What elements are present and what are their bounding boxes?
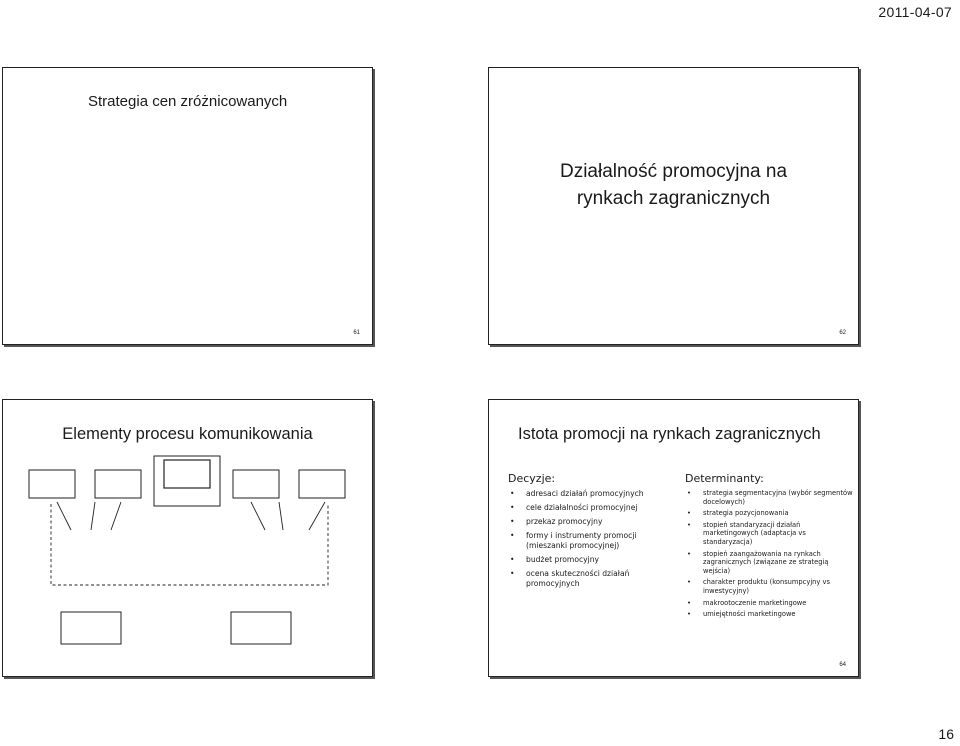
page-number: 16: [938, 726, 954, 742]
decisions-item: • cele działalności promocyjnej: [508, 503, 678, 513]
determinants-item: • stopień standaryzacji działań marketingowych (adaptacja vs standaryzacja): [685, 521, 855, 547]
determinants-item: • stopień zaangażowania na rynkach zagranicznych (związane ze strategią wejścia): [685, 550, 855, 576]
slide-61-title: Strategia cen zróżnicowanych: [88, 93, 288, 110]
decisions-item: • ocena skuteczności działań promocyjnych: [508, 569, 678, 589]
decisions-list: [508, 489, 678, 589]
diagram-arrow-4: [251, 502, 265, 530]
diagram-arrow-3: [111, 502, 121, 530]
slide-62-title-line2: rynkach zagranicznych: [576, 188, 771, 209]
determinants-heading: Determinanty:: [685, 472, 764, 485]
communication-process-diagram: [3, 400, 372, 676]
slide-61: [2, 67, 373, 345]
diagram-box-bottom-1: [61, 612, 121, 644]
diagram-arrow-6: [309, 502, 325, 530]
decisions-item: • budżet promocyjny: [508, 555, 678, 565]
slide-61-number: 61: [353, 330, 360, 336]
diagram-box-top-3: [233, 470, 279, 498]
diagram-box-top-1: [29, 470, 75, 498]
slide-62-title: [489, 158, 858, 212]
page-date: 2011-04-07: [878, 4, 952, 20]
determinants-item: • strategia pozycjonowania: [685, 509, 855, 518]
diagram-box-top-2: [95, 470, 141, 498]
slide-64-title: Istota promocji na rynkach zagranicznych: [518, 425, 821, 443]
decisions-item: • przekaz promocyjny: [508, 517, 678, 527]
slide-62-title-line1: Działalność promocyjna na: [559, 161, 788, 182]
slide-63-title: Elementy procesu komunikowania: [62, 425, 313, 443]
determinants-list: [685, 489, 855, 619]
decisions-column: [508, 472, 678, 593]
slide-62-number: 62: [839, 330, 846, 336]
determinants-item: • charakter produktu (konsumpcyjny vs inwestycyjny): [685, 578, 855, 595]
determinants-item: • umiejętności marketingowe: [685, 610, 855, 619]
slide-64: [488, 399, 859, 677]
determinants-column: [685, 472, 855, 622]
diagram-arrow-1: [57, 502, 71, 530]
diagram-arrow-2: [91, 502, 95, 530]
decisions-item: • formy i instrumenty promocji (mieszanki promocyjnej): [508, 531, 678, 551]
slide-62: [488, 67, 859, 345]
determinants-item: • makrootoczenie marketingowe: [685, 599, 855, 608]
decisions-heading: Decyzje:: [508, 472, 556, 485]
diagram-box-top-4: [299, 470, 345, 498]
diagram-box-top-center-inner: [164, 460, 210, 488]
diagram-box-bottom-2: [231, 612, 291, 644]
slide-63: [2, 399, 373, 677]
slide-64-number: 64: [839, 662, 846, 668]
determinants-item: • strategia segmentacyjna (wybór segmentów docelowych): [685, 489, 855, 506]
decisions-item: • adresaci działań promocyjnych: [508, 489, 678, 499]
diagram-arrow-5: [279, 502, 283, 530]
